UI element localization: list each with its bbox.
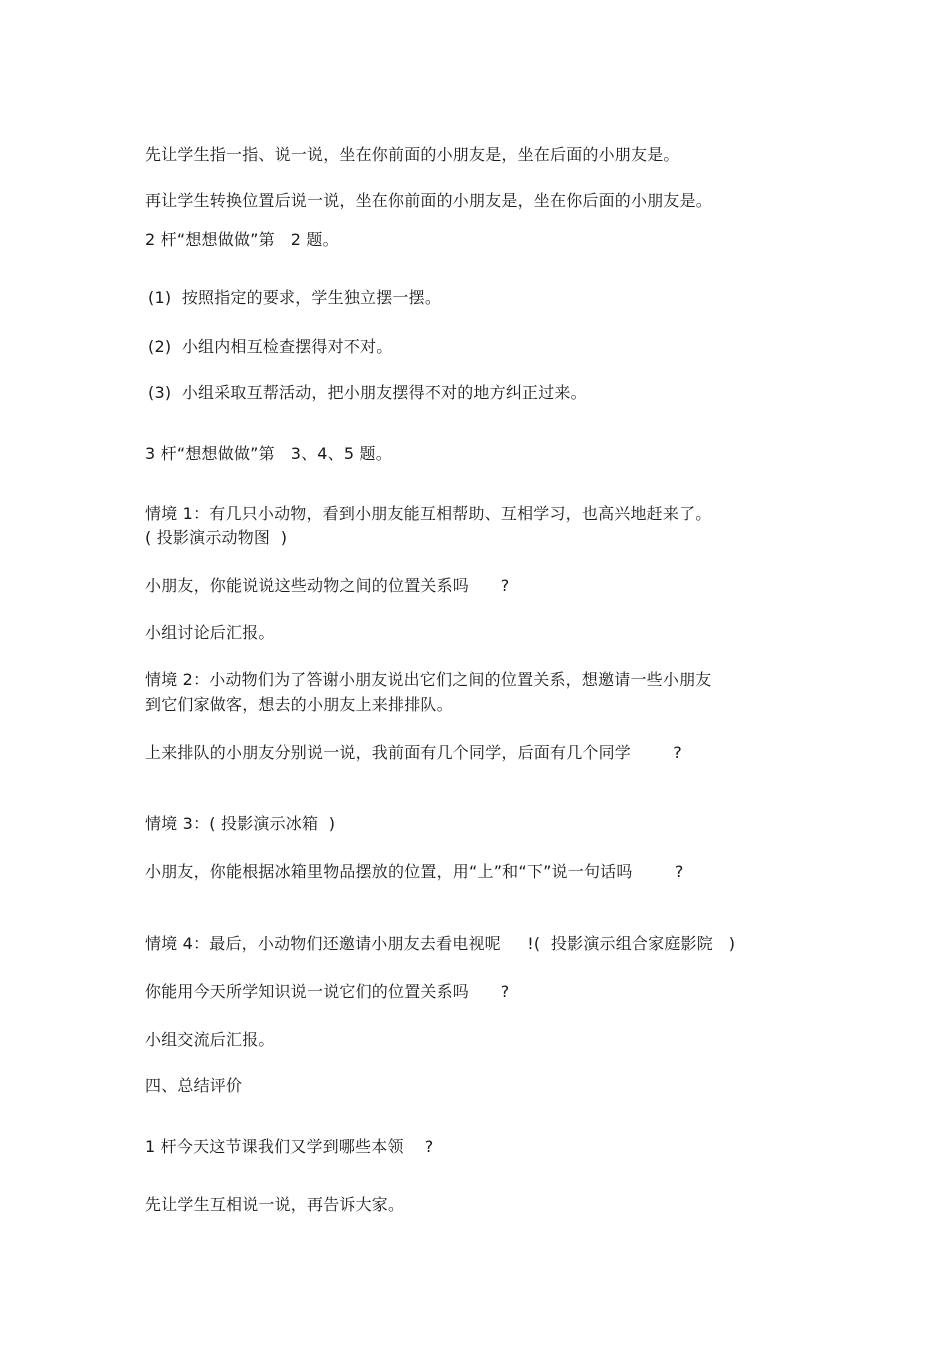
text-line: 小朋友，你能根据冰箱里物品摆放的位置，用“上”和“下”说一句话吗 ? <box>145 862 684 881</box>
text-line: 情境 2：小动物们为了答谢小朋友说出它们之间的位置关系，想邀请一些小朋友 <box>145 670 712 689</box>
text-line: 情境 3：( 投影演示冰箱 ) <box>145 814 336 833</box>
text-line: 小组交流后汇报。 <box>145 1030 275 1049</box>
text-line: 情境 1：有几只小动物，看到小朋友能互相帮助、互相学习，也高兴地赶来了。 <box>145 504 712 523</box>
text-line: 1 杆今天这节课我们又学到哪些本领 ? <box>145 1137 434 1156</box>
text-line: 先让学生互相说一说，再告诉大家。 <box>145 1195 405 1214</box>
text-line: 3 杆“想想做做”第 3、4、5 题。 <box>145 444 392 463</box>
text-line: 小组讨论后汇报。 <box>145 623 275 642</box>
text-line: 再让学生转换位置后说一说，坐在你前面的小朋友是，坐在你后面的小朋友是。 <box>145 191 713 210</box>
list-item: (1) 按照指定的要求，学生独立摆一摆。 <box>148 288 442 307</box>
text-line: 上来排队的小朋友分别说一说，我前面有几个同学，后面有几个同学 ? <box>145 743 682 762</box>
text-line: 到它们家做客，想去的小朋友上来排排队。 <box>145 695 453 714</box>
text-line: 2 杆“想想做做”第 2 题。 <box>145 230 339 249</box>
text-line: 小朋友，你能说说这些动物之间的位置关系吗 ? <box>145 576 510 595</box>
text-line: 先让学生指一指、说一说，坐在你前面的小朋友是，坐在后面的小朋友是。 <box>145 145 680 164</box>
text-line: 情境 4：最后，小动物们还邀请小朋友去看电视呢 !( 投影演示组合家庭影院 ) <box>145 934 736 953</box>
section-heading: 四、总结评价 <box>145 1076 243 1095</box>
text-line: 你能用今天所学知识说一说它们的位置关系吗 ? <box>145 982 510 1001</box>
text-line: ( 投影演示动物图 ) <box>145 528 288 547</box>
list-item: (2) 小组内相互检查摆得对不对。 <box>148 337 393 356</box>
list-item: (3) 小组采取互帮活动，把小朋友摆得不对的地方纠正过来。 <box>148 383 587 402</box>
